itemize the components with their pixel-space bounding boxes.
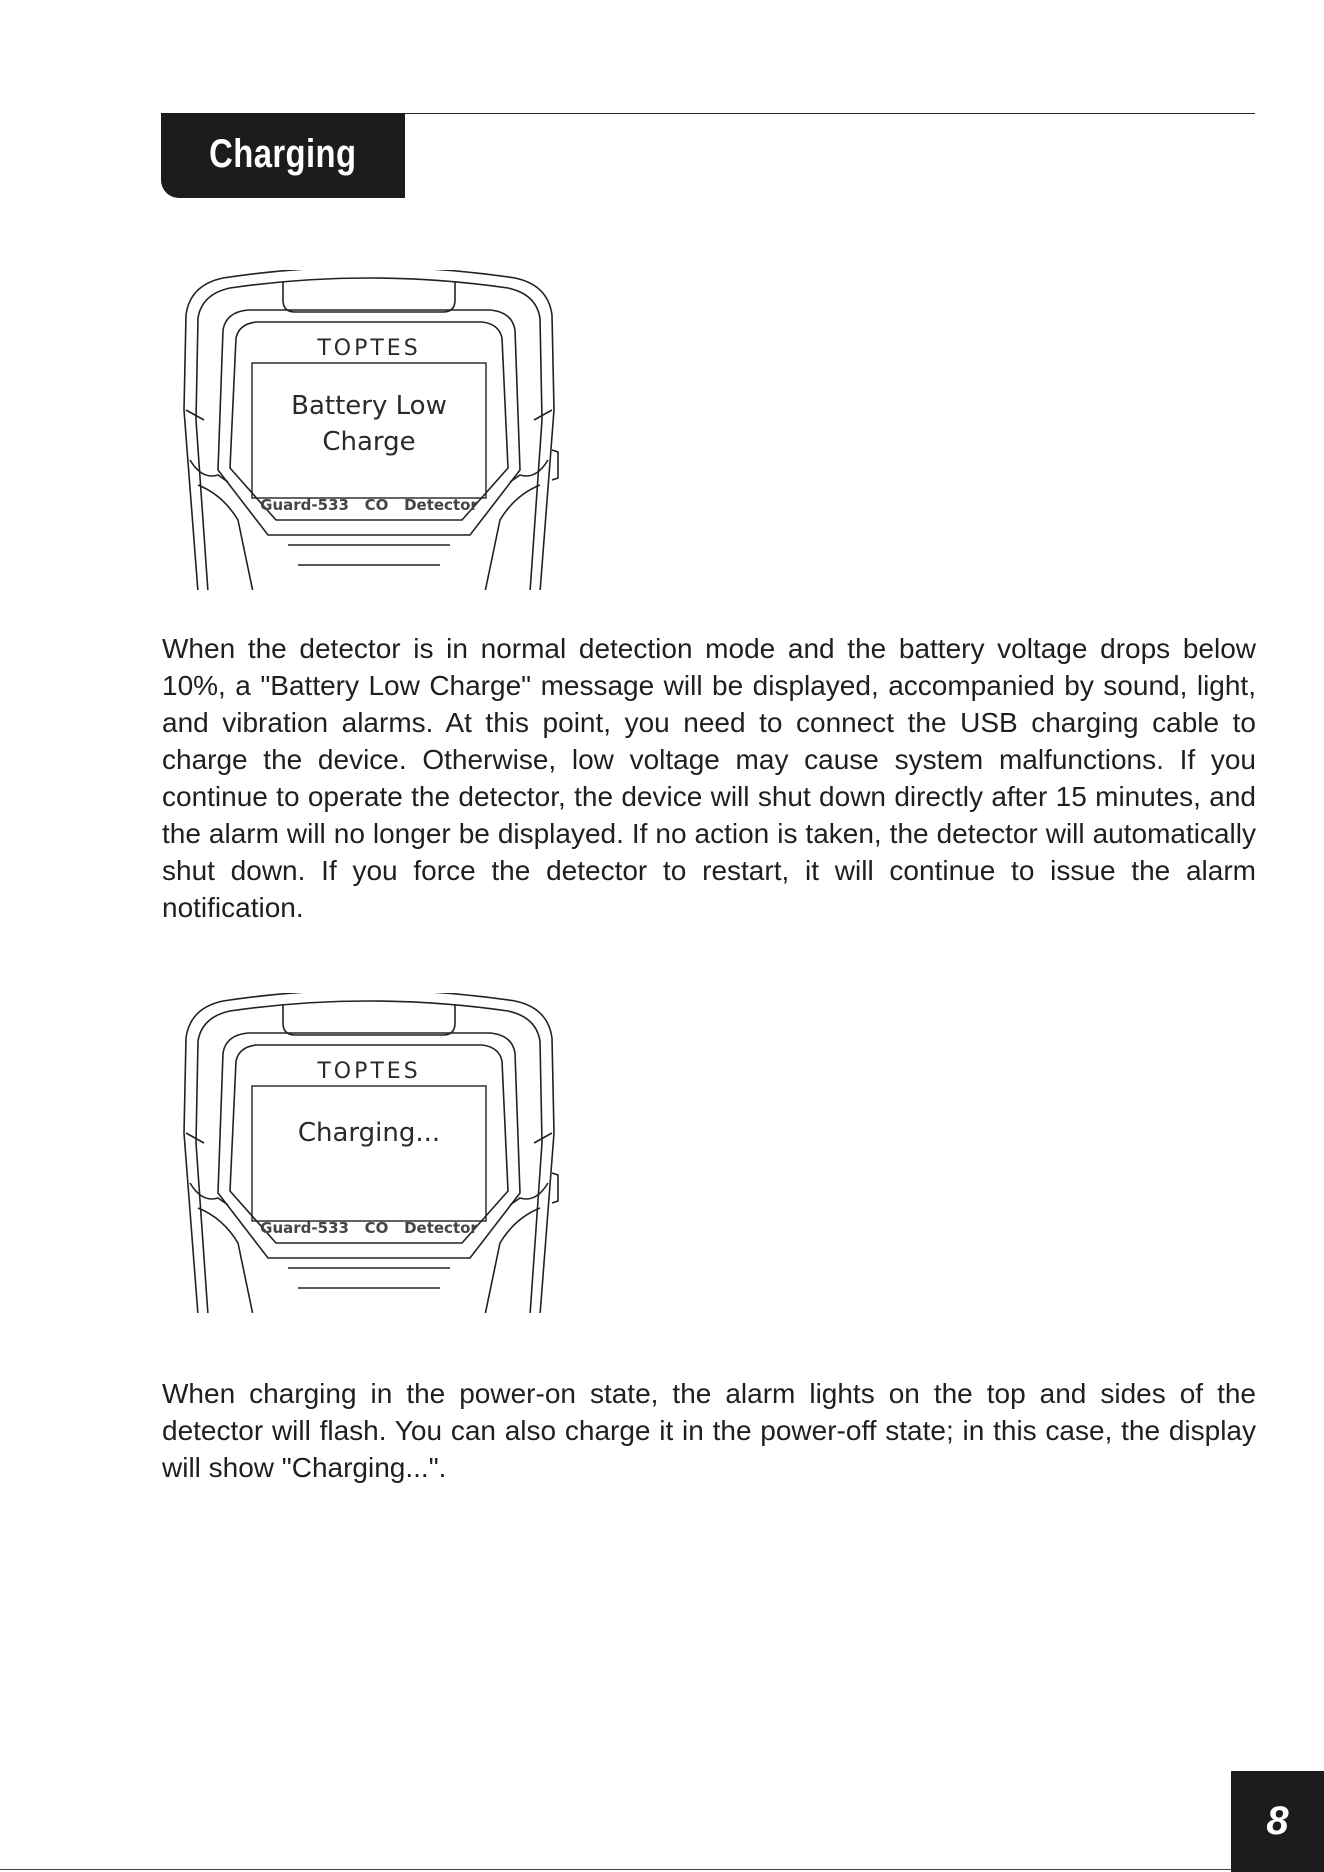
display-screen [252,1086,486,1221]
model-label [242,1219,496,1237]
section-title: Charging [209,132,357,176]
section-header-tab [161,113,405,198]
brand-logo: TOPTES [317,336,421,361]
gas-type: CO [364,496,389,514]
device-illustration-charging [178,993,560,1313]
screen-message [252,1115,486,1151]
footer-rule [0,1869,1231,1870]
brand-logo: TOPTES [317,1059,421,1084]
screen-message-line: Charge [322,427,416,457]
header-rule [405,113,1255,114]
model-name: Guard-533 [260,1219,349,1237]
screen-message-line: Battery Low [291,391,447,421]
detector-word: Detector [404,1219,478,1237]
detector-outline [184,993,558,1313]
detector-word: Detector [404,496,478,514]
gas-type: CO [364,1219,389,1237]
model-label [242,496,496,514]
paragraph-battery-low: When the detector is in normal detection mode and the battery voltage drops below 10%, a "Battery Low Charge" message will be displayed, accompanied by sound, light, and vibration alarms. At this point, you need to connect the USB charging cable to charge the device. Otherwise, low voltage may cause system malfunctions. If you continue to operate the detector, the device will shut down directly after 15 minutes, and the alarm will no longer be displayed. If no action is taken, the detector will automatically shut down. If you force the detector to restart, it will continue to issue the alarm notification. [162,633,1256,923]
page-number-box [1231,1771,1324,1872]
device-illustration-battery-low [178,270,560,590]
screen-message [252,388,486,460]
model-name: Guard-533 [260,496,349,514]
paragraph-charging: When charging in the power-on state, the alarm lights on the top and sides of the detector will flash. You can also charge it in the power-off state; in this case, the display will show "Charging...". [162,1378,1256,1483]
page-number: 8 [1266,1799,1289,1843]
screen-message-line: Charging... [297,1118,441,1148]
